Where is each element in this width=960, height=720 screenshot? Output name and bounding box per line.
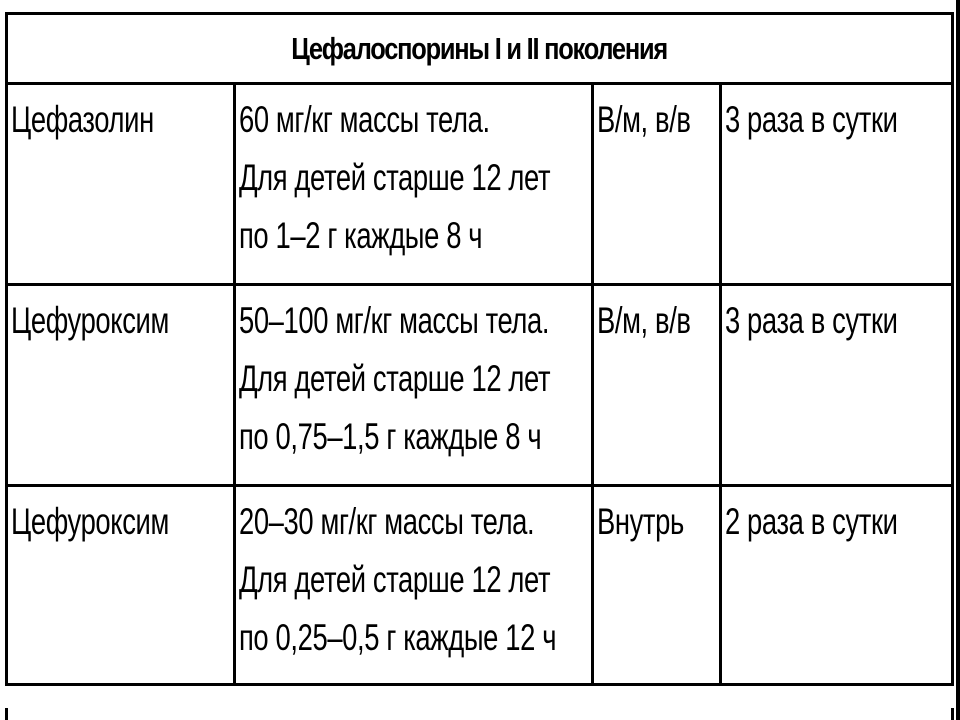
dosage-table	[5, 12, 954, 686]
route-cell	[593, 84, 721, 285]
dose-text	[236, 487, 557, 667]
dose-cell	[235, 486, 593, 685]
table-row	[7, 84, 953, 285]
table-continuation-edge	[5, 708, 954, 720]
table-row	[7, 285, 953, 486]
drug-name: Цефуроксим	[10, 300, 169, 341]
route-text: Внутрь	[596, 501, 684, 542]
dose-text	[236, 85, 551, 265]
dose-line: по 1–2 г каждые 8 ч	[238, 215, 483, 256]
route-cell	[593, 486, 721, 685]
table-title-row	[7, 14, 953, 84]
dose-line: Для детей старше 12 лет	[238, 559, 551, 600]
dose-line: по 0,25–0,5 г каждые 12 ч	[238, 617, 557, 658]
dose-cell	[235, 285, 593, 486]
dose-line: Для детей старше 12 лет	[238, 157, 551, 198]
dose-line: Для детей старше 12 лет	[238, 358, 551, 399]
frequency-cell	[721, 486, 953, 685]
dose-line: по 0,75–1,5 г каждые 8 ч	[238, 416, 542, 457]
page-edge-divider	[956, 0, 960, 720]
table-row	[7, 486, 953, 685]
frequency-text: 3 раза в сутки	[724, 300, 898, 341]
drug-cell	[7, 84, 235, 285]
drug-cell	[7, 285, 235, 486]
dose-cell	[235, 84, 593, 285]
frequency-cell	[721, 285, 953, 486]
dose-line: 20–30 мг/кг массы тела.	[238, 501, 535, 542]
drug-name: Цефазолин	[10, 99, 154, 140]
route-cell	[593, 285, 721, 486]
frequency-text: 3 раза в сутки	[724, 99, 898, 140]
table-title: Цефалоспорины I и II поколения	[291, 30, 668, 66]
frequency-text: 2 раза в сутки	[724, 501, 898, 542]
drug-cell	[7, 486, 235, 685]
route-text: В/м, в/в	[596, 99, 691, 140]
dose-text	[236, 286, 551, 466]
frequency-cell	[721, 84, 953, 285]
dose-line: 50–100 мг/кг массы тела.	[238, 300, 550, 341]
table-title-cell	[7, 14, 953, 84]
route-text: В/м, в/в	[596, 300, 691, 341]
dose-line: 60 мг/кг массы тела.	[238, 99, 490, 140]
drug-name: Цефуроксим	[10, 501, 169, 542]
